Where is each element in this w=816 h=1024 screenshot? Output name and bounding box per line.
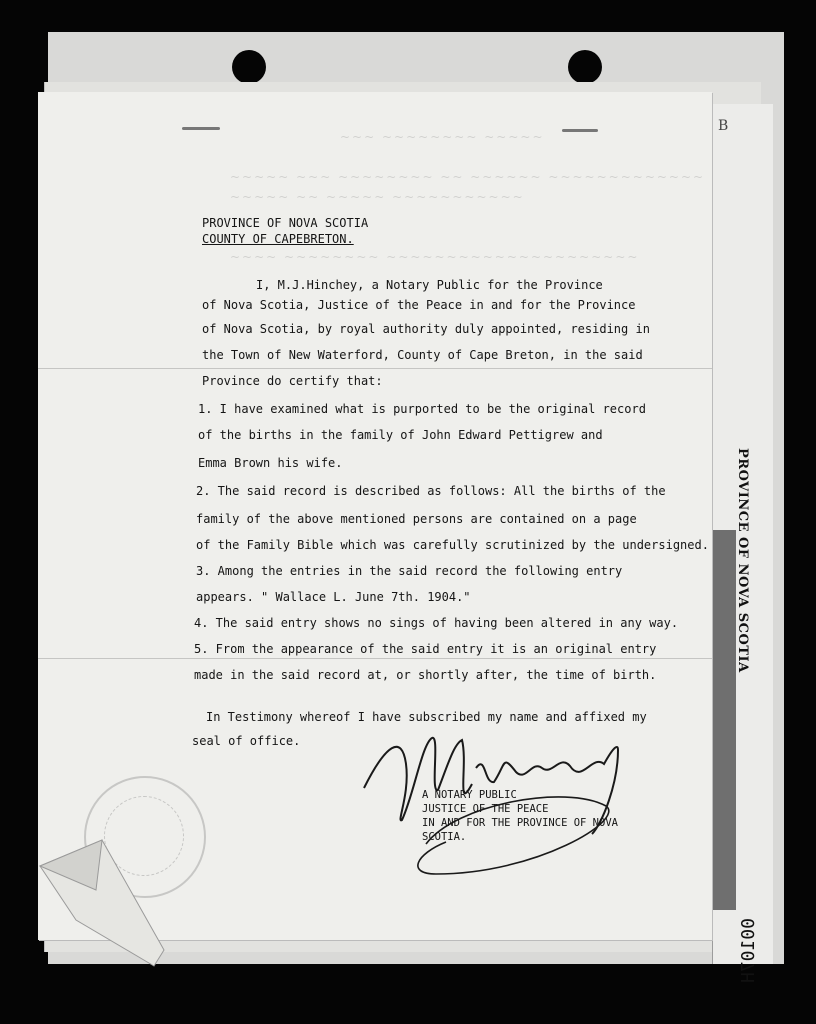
notary-title-block xyxy=(422,788,618,844)
side-label-text: PROVINCE OF NOVA SCOTIA xyxy=(735,448,750,673)
body-line: of the Family Bible which was carefully scrutinized by the undersigned. xyxy=(196,538,709,552)
bleed-through-3: ~~~~~ ~~ ~~~~~ ~~~~~~~~~~~ xyxy=(230,190,525,204)
body-line: family of the above mentioned persons are contained on a page xyxy=(196,512,637,526)
body-line: appears. " Wallace L. June 7th. 1904." xyxy=(196,590,471,604)
body-line: the Town of New Waterford, County of Cape Breton, in the said xyxy=(202,348,643,362)
notary-line: SCOTIA. xyxy=(422,831,467,843)
body-line: Emma Brown his wife. xyxy=(198,456,343,470)
testimony-line: In Testimony whereof I have subscribed my name and affixed my xyxy=(206,710,647,724)
side-label xyxy=(730,448,750,673)
reference-stamp xyxy=(738,838,759,984)
bleed-through-1: ~~~ ~~~~~~~~ ~~~~~ xyxy=(340,130,545,144)
reference-number: 00107H xyxy=(738,918,759,984)
testimony-line: seal of office. xyxy=(192,734,301,748)
staple-left xyxy=(182,127,220,130)
body-line: of the births in the family of John Edward Pettigrew and xyxy=(198,428,603,442)
body-line: of Nova Scotia, Justice of the Peace in and for the Province xyxy=(202,298,636,312)
fold-line-lower xyxy=(38,658,712,659)
body-line: 2. The said record is described as follows: All the births of the xyxy=(196,484,666,498)
body-line: of Nova Scotia, by royal authority duly appointed, residing in xyxy=(202,322,650,336)
body-line: 4. The said entry shows no sings of having been altered in any way. xyxy=(194,616,679,630)
body-line: Province do certify that: xyxy=(202,374,383,388)
bleed-through-2: ~~~~~ ~~~ ~~~~~~~~ ~~ ~~~~~~ ~~~~~~~~~~~~~ xyxy=(230,170,706,184)
province-heading: PROVINCE OF NOVA SCOTIA xyxy=(202,216,369,230)
staple-right xyxy=(562,129,598,132)
body-line: 1. I have examined what is purported to be the original record xyxy=(198,402,646,416)
notary-line: A NOTARY PUBLIC xyxy=(422,789,517,801)
body-line: I, M.J.Hinchey, a Notary Public for the Province xyxy=(256,278,603,292)
body-line: 3. Among the entries in the said record the following entry xyxy=(196,564,623,578)
county-heading: COUNTY OF CAPEBRETON. xyxy=(202,232,354,246)
notary-line: JUSTICE OF THE PEACE xyxy=(422,803,549,815)
curled-corner xyxy=(36,820,176,970)
margin-mark: B xyxy=(718,118,729,134)
fold-line-upper xyxy=(38,368,712,369)
body-line: made in the said record at, or shortly after, the time of birth. xyxy=(194,668,657,682)
bleed-through-4: ~~~~ ~~~~~~~~ ~~~~~~~~~~~~~~~~~~~~~ xyxy=(230,250,640,264)
punch-hole-right xyxy=(568,50,602,84)
punch-hole-left xyxy=(232,50,266,84)
body-line: 5. From the appearance of the said entry it is an original entry xyxy=(194,642,657,656)
notary-line: IN AND FOR THE PROVINCE OF NOVA xyxy=(422,817,618,829)
